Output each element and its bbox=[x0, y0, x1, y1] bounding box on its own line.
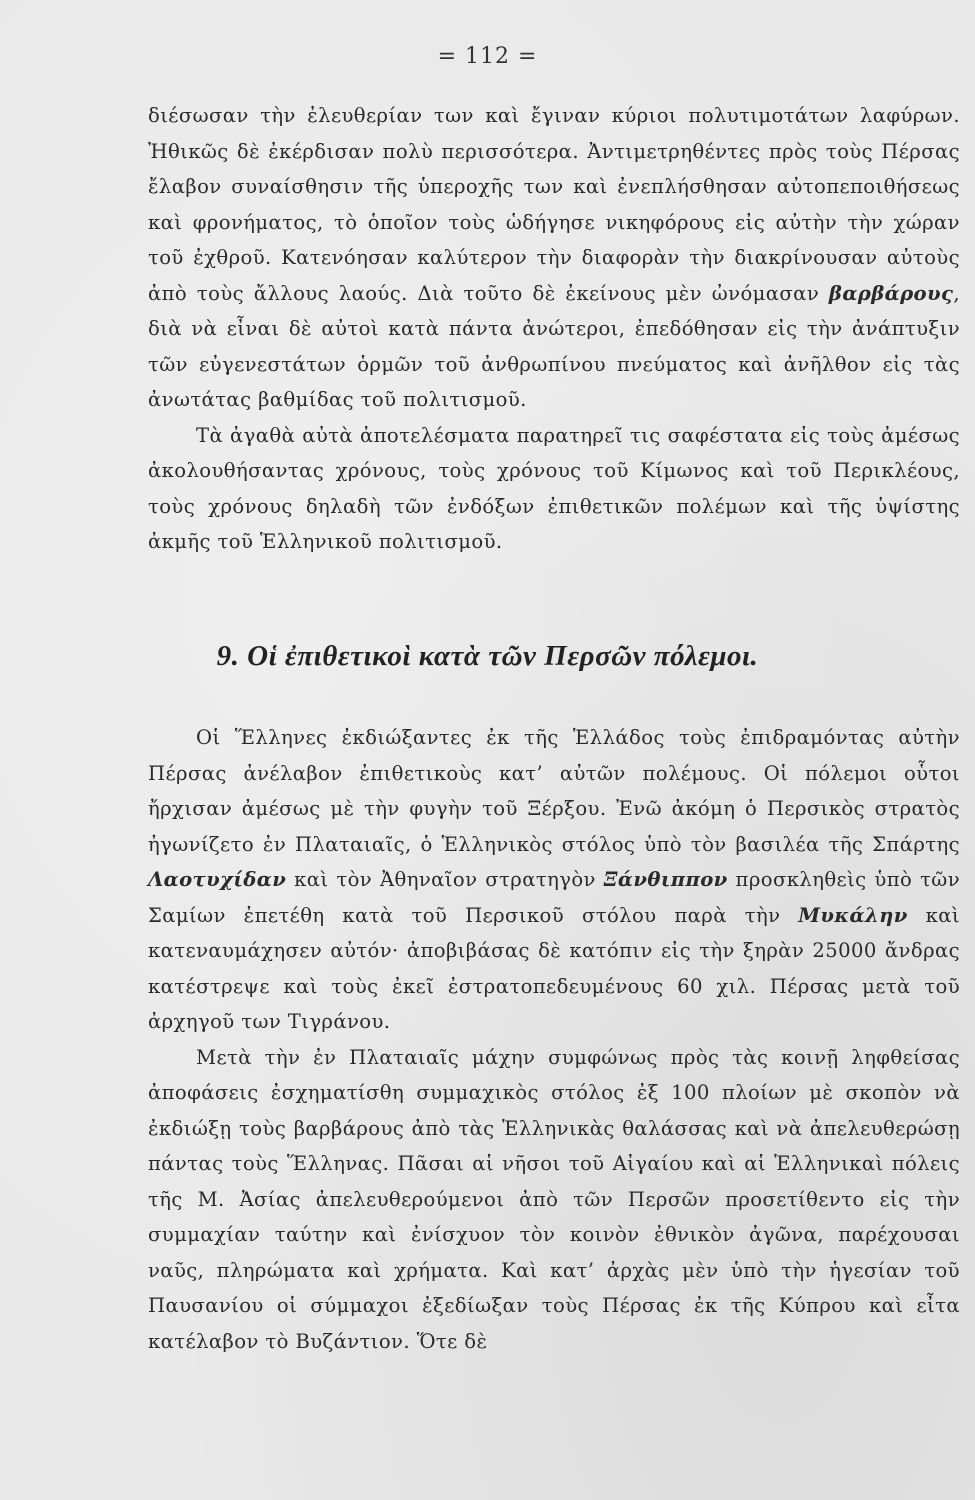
paragraph-text: Μετὰ τὴν ἐν Πλαταιαῖς μάχην συμφώνως πρὸς τὰς κοινῇ ληφθείσας ἀποφάσεις ἐσχηματίσθη συμμαχικὸς στόλος ἐξ 100 πλοίων μὲ σκοπὸν νὰ ἐκδιώξῃ τοὺς βαρβάρους ἀπὸ τὰς Ἑλληνικὰς θαλάσσας καὶ νὰ ἀπελευθερώσῃ πάντας τοὺς Ἕλληνας. Πᾶσαι αἱ νῆσοι τοῦ Αἰγαίου καὶ αἱ Ἑλληνικαὶ πόλεις τῆς Μ. Ἀσίας ἀπελευθερούμενοι ἀπὸ τῶν Περσῶν προσετίθεντο εἰς τὴν συμμαχίαν ταύτην καὶ ἐνίσχυον τὸν κοινὸν ἐθνικὸν ἀγῶνα, παρέχουσαι ναῦς, πληρώματα καὶ χρήματα. Καὶ κατ’ ἀρχὰς μὲν ὑπὸ τὴν ἡγεσίαν τοῦ Παυσανίου οἱ σύμμαχοι ἐξεδίωξαν τοὺς Πέρσας ἐκ τῆς Κύπρου καὶ εἶτα κατέλαβον τὸ Βυζάντιον. Ὅτε δὲ bbox=[148, 1045, 960, 1353]
paragraph-text: διέσωσαν τὴν ἐλευθερίαν των καὶ ἔγιναν κύριοι πολυτιμοτάτων λαφύρων. Ἠθικῶς δὲ ἐκέρδισαν πολὺ περισσότερα. Ἀντιμετρηθέντες πρὸς τοὺς Πέρσας ἔλαβον συναίσθησιν τῆς ὑπεροχῆς των καὶ ἐνεπλήσθησαν αὐτοπεποιθήσεως καὶ φρονήματος, τὸ ὁποῖον τοὺς ὡδήγησε νικηφόρους εἰς αὐτὴν τὴν χώραν τοῦ ἐχθροῦ. Κατενόησαν καλύτερον τὴν διαφορὰν τὴν διακρίνουσαν αὐτοὺς ἀπὸ τοὺς ἄλλους λαούς. Διὰ τοῦτο δὲ ἐκείνους μὲν ὠνόμασαν bbox=[148, 104, 960, 305]
paragraph bbox=[148, 1040, 960, 1360]
paragraph-text: καὶ κατεναυμάχησεν αὐτόν· ἀποβιβάσας δὲ κατόπιν εἰς τὴν ξηρὰν 25000 ἄνδρας κατέστρεψε καὶ τοὺς ἐκεῖ ἐστρατοπεδευμένους 60 χιλ. Πέρσας μετὰ τοῦ ἀρχηγοῦ των Τιγράνου. bbox=[148, 903, 960, 1033]
paragraph-text: Τὰ ἀγαθὰ αὐτὰ ἀποτελέσματα παρατηρεῖ τις σαφέστατα εἰς τοὺς ἀμέσως ἀκολουθήσαντας χρόνους, τοὺς χρόνους τοῦ Κίμωνος καὶ τοῦ Περικλέους, τοὺς χρόνους δηλαδὴ τῶν ἐνδόξων ἐπιθετικῶν πολέμων καὶ τῆς ὑψίστης ἀκμῆς τοῦ Ἑλληνικοῦ πολιτισμοῦ. bbox=[148, 423, 960, 553]
paragraph bbox=[148, 720, 960, 1040]
paragraph-text: προσκληθεὶς ὑπὸ τῶν Σαμίων ἐπετέθη κατὰ τοῦ Περσικοῦ στόλου παρὰ τὴν bbox=[148, 868, 960, 927]
emphasized-term: βαρβάρους bbox=[828, 281, 954, 305]
emphasized-term: Ξάνθιππον bbox=[603, 868, 728, 891]
paragraph-text: , διὰ νὰ εἶναι δὲ αὐτοὶ κατὰ πάντα ἀνώτεροι, ἐπεδόθησαν εἰς τὴν ἀνάπτυξιν τῶν εὐγενεστάτων ὁρμῶν τοῦ ἀνθρωπίνου πνεύματος καὶ ἀνῆλθον εἰς τὰς ἀνωτάτας βαθμίδας τοῦ πολιτισμοῦ. bbox=[148, 281, 960, 411]
paragraph bbox=[148, 98, 960, 418]
text-block-top bbox=[148, 98, 960, 560]
paragraph-text: Οἱ Ἕλληνες ἐκδιώξαντες ἐκ τῆς Ἑλλάδος τοὺς ἐπιδραμόντας αὐτὴν Πέρσας ἀνέλαβον ἐπιθετικοὺς κατ’ αὐτῶν πολέμους. Οἱ πόλεμοι οὗτοι ἤρχισαν ἀμέσως μὲ τὴν φυγὴν τοῦ Ξέρξου. Ἐνῶ ἀκόμη ὁ Περσικὸς στρατὸς ἠγωνίζετο ἐν Πλαταιαῖς, ὁ Ἑλληνικὸς στόλος ὑπὸ τὸν βασιλέα τῆς Σπάρτης bbox=[148, 726, 960, 856]
section-heading: 9. Οἱ ἐπιθετικοὶ κατὰ τῶν Περσῶν πόλεμοι. bbox=[216, 640, 759, 672]
text-block-bottom bbox=[148, 720, 960, 1359]
emphasized-term: Λαοτυχίδαν bbox=[148, 868, 287, 891]
paragraph bbox=[148, 418, 960, 560]
page-number: = 112 = bbox=[437, 44, 538, 69]
paragraph-text: καὶ τὸν Ἀθηναῖον στρατηγὸν bbox=[286, 868, 604, 891]
emphasized-term: Μυκάλην bbox=[798, 903, 908, 927]
